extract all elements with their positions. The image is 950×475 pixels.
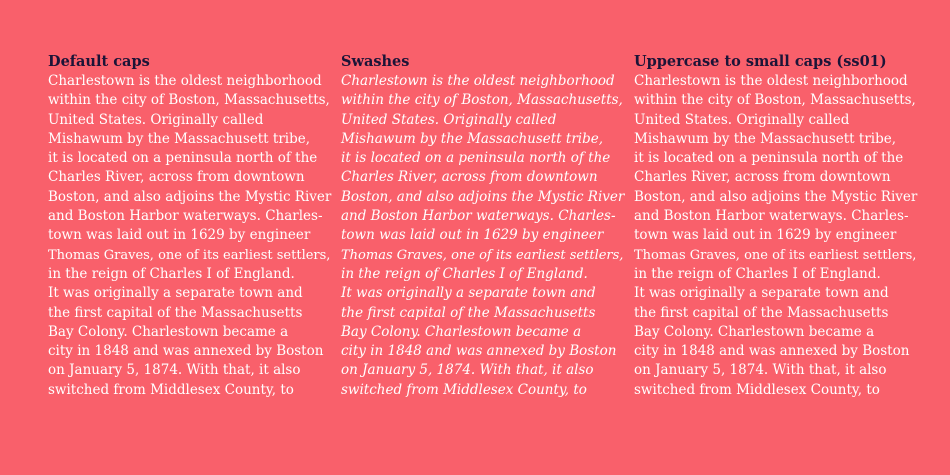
text-line: Charles River, across from downtown [48, 169, 305, 186]
text-line: switched from Middlesex County, to [48, 381, 294, 398]
text-line: Charlestown is the oldest neighborhood [48, 73, 322, 89]
text-line: town was laid out in 1629 by engineer [341, 227, 604, 244]
text-line: and Boston Harbor waterways. Charles- [341, 208, 616, 225]
column-default-caps [48, 52, 333, 400]
text-line: United States. Originally called [341, 111, 557, 128]
text-line: It was originally a separate town and [48, 285, 303, 302]
text-line: within the city of Boston, Massachusetts, [341, 92, 623, 109]
column-swashes [341, 52, 626, 400]
text-line: Charles River, across from downtown [634, 169, 891, 186]
text-line: and Boston Harbor waterways. Charles- [634, 208, 909, 225]
text-line: Bay Colony. Charlestown became a [341, 323, 582, 340]
text-line: and Boston Harbor waterways. Charles- [48, 208, 323, 225]
text-line: in the reign of Charles I of England. [48, 265, 295, 282]
text-line: town was laid out in 1629 by engineer [48, 227, 311, 244]
text-line: Charles River, across from downtown [341, 169, 598, 186]
text-line: city in 1848 and was annexed by Boston [341, 343, 617, 360]
column-body [341, 72, 626, 400]
column-small-caps [634, 52, 919, 400]
text-line: within the city of Boston, Massachusetts, [48, 92, 330, 109]
text-line: Bay Colony. Charlestown became a [634, 323, 875, 340]
text-line: Thomas Graves, one of its earliest settlers, [48, 247, 331, 263]
column-body [48, 72, 333, 400]
column-heading: Swashes [341, 53, 410, 70]
text-line: the first capital of the Massachusetts [341, 304, 596, 321]
text-line: the first capital of the Massachusetts [48, 304, 303, 321]
text-line: Boston, and also adjoins the Mystic River [634, 188, 918, 205]
column-heading: Default caps [48, 53, 150, 70]
text-line: Mishawum by the Massachusett tribe, [48, 130, 311, 147]
text-line: Charlestown is the oldest neighborhood [341, 73, 615, 89]
text-line: the first capital of the Massachusetts [634, 304, 889, 321]
text-line: Thomas Graves, one of its earliest settlers, [634, 247, 917, 263]
text-line: in the reign of Charles I of England. [341, 265, 588, 282]
text-line: it is located on a peninsula north of the [634, 150, 904, 167]
column-body [634, 72, 919, 400]
text-line: town was laid out in 1629 by engineer [634, 227, 897, 244]
text-line: within the city of Boston, Massachusetts, [634, 92, 916, 109]
text-line: switched from Middlesex County, to [634, 381, 880, 398]
text-line: United States. Originally called [634, 111, 850, 128]
text-line: city in 1848 and was annexed by Boston [634, 343, 910, 360]
text-line: Boston, and also adjoins the Mystic River [341, 188, 625, 205]
text-line: Bay Colony. Charlestown became a [48, 323, 289, 340]
text-line: on January 5, 1874. With that, it also [341, 362, 594, 379]
text-line: Thomas Graves, one of its earliest settlers, [341, 247, 624, 263]
text-line: city in 1848 and was annexed by Boston [48, 343, 324, 360]
text-line: It was originally a separate town and [341, 285, 596, 302]
text-line: on January 5, 1874. With that, it also [48, 362, 301, 379]
text-line: Charlestown is the oldest neighborhood [634, 73, 908, 89]
text-line: on January 5, 1874. With that, it also [634, 362, 887, 379]
text-line: Mishawum by the Massachusett tribe, [634, 130, 897, 147]
text-line: it is located on a peninsula north of the [341, 150, 611, 167]
text-line: Boston, and also adjoins the Mystic River [48, 188, 332, 205]
text-line: It was originally a separate town and [634, 285, 889, 302]
text-line: United States. Originally called [48, 111, 264, 128]
column-heading: Uppercase to small caps (ss01) [634, 53, 887, 70]
text-line: switched from Middlesex County, to [341, 381, 587, 398]
text-line: it is located on a peninsula north of the [48, 150, 318, 167]
text-line: in the reign of Charles I of England. [634, 265, 881, 282]
text-line: Mishawum by the Massachusett tribe, [341, 130, 604, 147]
